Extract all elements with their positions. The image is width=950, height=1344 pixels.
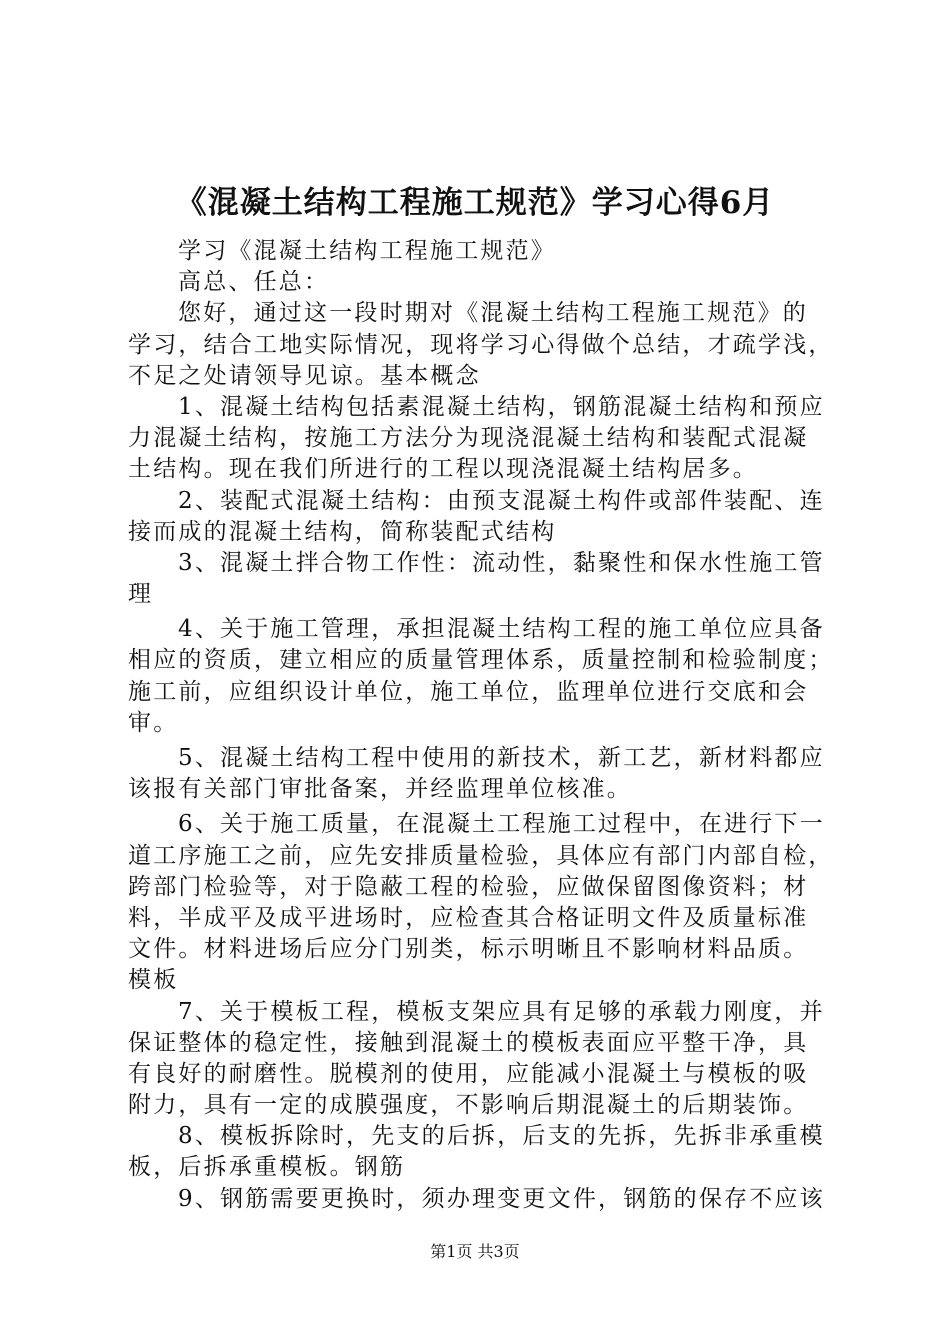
text-line: 道工序施工之前，应先安排质量检验，具体应有部门内部自检， (128, 842, 834, 869)
text-line: 有良好的耐磨性。脱模剂的使用，应能减小混凝土与模板的吸 (128, 1060, 809, 1087)
text-line: 7、关于模板工程，模板支架应具有足够的承载力刚度，并 (178, 998, 825, 1025)
text-line: 1、混凝土结构包括素混凝土结构，钢筋混凝土结构和预应 (178, 393, 825, 420)
text-line: 理 (128, 581, 154, 608)
text-line: 高总、任总： (178, 269, 330, 296)
text-line: 8、模板拆除时，先支的后拆，后支的先拆，先拆非承重模 (178, 1123, 825, 1150)
text-line: 接而成的混凝土结构，简称装配式结构 (128, 518, 557, 545)
text-line: 您好，通过这一段时期对《混凝土结构工程施工规范》的 (178, 300, 808, 327)
text-line: 力混凝土结构，按施工方法分为现浇混凝土结构和装配式混凝 (128, 425, 809, 452)
text-line: 该报有关部门审批备案，并经监理单位核准。 (128, 776, 632, 803)
text-line: 模板 (128, 967, 179, 994)
text-line: 2、装配式混凝土结构：由预支混凝土构件或部件装配、连 (178, 487, 825, 514)
document-body (128, 236, 834, 1215)
page-number-footer: 第1页 共3页 (430, 1242, 520, 1261)
text-line: 施工前，应组织设计单位，施工单位，监理单位进行交底和会 (128, 678, 809, 705)
text-line: 审。 (128, 709, 179, 736)
text-line: 土结构。现在我们所进行的工程以现浇混凝土结构居多。 (128, 456, 758, 483)
text-line: 板，后拆承重模板。钢筋 (128, 1154, 406, 1181)
text-line: 文件。材料进场后应分门别类，标示明晰且不影响材料品质。 (128, 936, 809, 963)
text-line: 9、钢筋需要更换时，须办理变更文件，钢筋的保存不应该 (178, 1185, 825, 1212)
text-line: 相应的资质，建立相应的质量管理体系，质量控制和检验制度； (128, 647, 834, 674)
text-line: 3、混凝土拌合物工作性：流动性，黏聚性和保水性施工管 (178, 549, 825, 576)
text-line: 料，半成平及成平进场时，应检查其合格证明文件及质量标准 (128, 904, 809, 931)
text-line: 5、混凝土结构工程中使用的新技术，新工艺，新材料都应 (178, 745, 825, 771)
text-line: 6、关于施工质量，在混凝土工程施工过程中，在进行下一 (178, 811, 825, 838)
text-line: 跨部门检验等，对于隐蔽工程的检验，应做保留图像资料；材 (128, 873, 809, 900)
text-line: 学习，结合工地实际情况，现将学习心得做个总结，才疏学浅， (128, 331, 834, 358)
text-line: 4、关于施工管理，承担混凝土结构工程的施工单位应具备 (178, 616, 825, 643)
document-title: 《混凝土结构工程施工规范》学习心得6月 (175, 185, 775, 221)
text-line: 保证整体的稳定性，接触到混凝土的模板表面应平整干净，具 (128, 1029, 809, 1056)
text-line: 附力，具有一定的成膜强度，不影响后期混凝土的后期装饰。 (128, 1092, 809, 1119)
text-line: 学习《混凝土结构工程施工规范》 (178, 238, 556, 264)
text-line: 不足之处请领导见谅。基本概念 (128, 362, 481, 389)
